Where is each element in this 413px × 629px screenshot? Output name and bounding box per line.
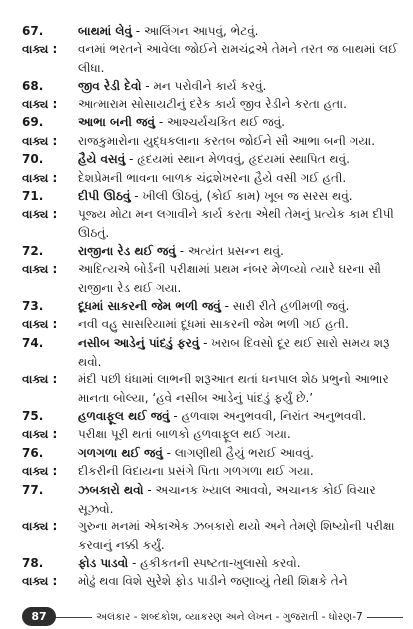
example-sentence	[22, 315, 399, 334]
page-footer	[0, 606, 413, 629]
entry-number: 70.	[22, 152, 44, 166]
separator: -	[143, 483, 156, 497]
entry-content	[78, 297, 399, 316]
entry-content	[78, 260, 399, 298]
idiom-meaning: આશ્ચર્યચકિત થઈ જવું.	[166, 115, 285, 129]
idiom-meaning: હળવાશ અનુભવવી, નિરાંત અનુભવવી.	[181, 409, 367, 423]
entry-content	[78, 113, 399, 132]
sentence-label: વાક્ય :	[22, 464, 58, 478]
sentence-text: મોઢું થવા વિશે સુરેશે ફોડ પાડીને જણાવ્યું તેથી શિક્ષકે તેને	[78, 574, 348, 588]
entry-content	[78, 150, 399, 169]
idiom-term: નસીબ આડેનું પાંદડું ફરવું	[78, 336, 200, 350]
idiom-entry	[22, 407, 399, 426]
sentence-text: નવી વહુ સાસરિયામાં દૂધમાં સાકરની જેમ ભળી ગઈ હતી.	[78, 317, 349, 331]
example-sentence	[22, 95, 399, 114]
entry-content	[78, 40, 399, 78]
example-sentence	[22, 132, 399, 151]
separator: -	[199, 336, 212, 350]
sentence-label: વાક્ય :	[22, 171, 58, 185]
example-sentence	[22, 572, 399, 591]
entry-number: 69.	[22, 115, 44, 129]
idiom-entry	[22, 77, 399, 96]
separator: -	[155, 115, 167, 129]
idiom-meaning: આલિંગન આપવું, ભેટવું.	[143, 24, 259, 38]
idiom-term: આભા બની જવું	[78, 115, 155, 129]
example-sentence	[22, 370, 399, 408]
entry-content	[78, 481, 399, 519]
sentence-text: આત્મારામ સોસાયટીનું દરેક કાર્ય જીવ રેડીને કરતા હતા.	[78, 97, 347, 111]
idiom-term: ફોડ પાડવો	[78, 556, 129, 570]
sentence-label: વાક્ય :	[22, 519, 58, 533]
example-sentence	[22, 40, 399, 78]
sentence-label: વાક્ય :	[22, 42, 58, 56]
entry-number: 73.	[22, 299, 44, 313]
entry-content	[78, 334, 399, 372]
idiom-term: ઝબકારો થવો	[78, 483, 144, 497]
separator: -	[130, 189, 143, 203]
page-number: 87	[22, 607, 56, 626]
entry-content	[78, 242, 399, 261]
idiom-entry	[22, 334, 399, 372]
entry-content	[78, 205, 399, 243]
separator: -	[220, 299, 233, 313]
idiom-entry	[22, 554, 399, 573]
separator: -	[162, 446, 175, 460]
idiom-entry	[22, 297, 399, 316]
idiom-entry	[22, 481, 399, 519]
entry-content	[78, 169, 399, 188]
idiom-meaning: અચાનક ખ્યાલ આવવો, અચાનક કોઈ વિચાર સૂઝવો.	[78, 483, 376, 516]
sentence-text: આદિત્યએ બોર્ડની પરીક્ષામાં પ્રથમ નંબર મેળવ્યો ત્યારે ઘરના સૌ રાજીના રેડ થઈ ગયા.	[78, 262, 382, 295]
idiom-entry	[22, 22, 399, 41]
separator: -	[128, 556, 141, 570]
sentence-text: પરીક્ષા પૂરી થતાં બાળકો હળવાફૂલ થઈ ગયા.	[78, 427, 291, 441]
idiom-meaning: હૃદયમાં સ્થાન મેળવવું, હૃદયમાં સ્થાપિત થવું.	[137, 152, 350, 166]
sentence-text: વનમાં ભરતને આવેલા જોઈને રામચંદ્રએ તેમને તરત જ બાથમાં લઈ લીધા.	[78, 42, 398, 75]
sentence-label: વાક્ય :	[22, 372, 58, 386]
example-sentence	[22, 169, 399, 188]
idiom-term: ગળગળા થઈ જવું	[78, 446, 163, 460]
entry-content	[78, 315, 399, 334]
entry-content	[78, 572, 399, 591]
sentence-text: મંદી પછી ધંધામાં લાભની શરૂઆત થતાં ધનપાલ શેઠ પ્રભુનો આભાર માનતા બોલ્યા, ‘હવે નસીબ આડેનું પાંદડું ફર્યું છે.’	[78, 372, 389, 405]
sentence-label: વાક્ય :	[22, 317, 58, 331]
idiom-term: દીપી ઊઠવું	[78, 189, 131, 203]
entry-number: 78.	[22, 556, 44, 570]
idiom-entry	[22, 150, 399, 169]
separator: -	[131, 24, 144, 38]
sentence-label: વાક્ય :	[22, 262, 58, 276]
separator: -	[141, 79, 154, 93]
sentence-text: રાજકુમારોના યુદ્ધકલાના કરતબ જોઈને સૌ આભા બની ગયા.	[78, 134, 376, 148]
sentence-label: વાક્ય :	[22, 134, 58, 148]
entry-content	[78, 425, 399, 444]
separator: -	[169, 409, 182, 423]
idiom-entry	[22, 113, 399, 132]
entry-number: 72.	[22, 244, 44, 258]
sentence-text: પૂજ્ય મોટા મન લગાવીને કાર્ય કરતા એથી તેમનું પ્રત્યેક કામ દીપી ઊઠતું.	[78, 207, 394, 240]
entry-content	[78, 407, 399, 426]
separator: -	[125, 152, 138, 166]
sentence-label: વાક્ય :	[22, 427, 58, 441]
idiom-term: જીવ રેડી દેવો	[78, 79, 142, 93]
idiom-entry	[22, 242, 399, 261]
separator: -	[175, 244, 188, 258]
entry-content	[78, 22, 399, 41]
sentence-text: ગુરુના મનમાં એકાએક ઝબકારો થયો અને તેમણે શિષ્યોની પરીક્ષા કરવાનું નક્કી કર્યું.	[78, 519, 395, 552]
idiom-term: હળવાફૂલ થઈ જવું	[78, 409, 170, 423]
example-sentence	[22, 517, 399, 555]
footer-title: અલંકાર - શબ્દકોશ, વ્યાકરણ અને લેખન - ગુજરાતી - ધોરણ-7	[92, 609, 367, 625]
entry-number: 71.	[22, 189, 44, 203]
sentence-label: વાક્ય :	[22, 207, 58, 221]
example-sentence	[22, 205, 399, 243]
sentence-label: વાક્ય :	[22, 97, 58, 111]
entry-number: 76.	[22, 446, 44, 460]
example-sentence	[22, 260, 399, 298]
entry-content	[78, 554, 399, 573]
entry-content	[78, 462, 399, 481]
idiom-meaning: મન પરોવીને કાર્ય કરવું.	[153, 79, 267, 93]
entry-content	[78, 132, 399, 151]
entry-number: 67.	[22, 24, 44, 38]
example-sentence	[22, 462, 399, 481]
entry-number: 75.	[22, 409, 44, 423]
idiom-meaning: હકીકતની સ્પષ્ટતા-ખુલાસો કરવો.	[140, 556, 301, 570]
example-sentence	[22, 425, 399, 444]
sentence-label: વાક્ય :	[22, 574, 58, 588]
sentence-text: દીકરીની વિદાયના પ્રસંગે પિતા ગળગળા થઈ ગયા.	[78, 464, 314, 478]
idiom-meaning: લાગણીથી હૈયું ભરાઈ આવવું.	[174, 446, 314, 460]
entry-number: 77.	[22, 483, 44, 497]
idiom-meaning: ખીલી ઊઠવું, (કોઈ કામ) ખૂબ જ સરસ થવું.	[142, 189, 353, 203]
idiom-term: રાજીના રેડ થઈ જવું	[78, 244, 176, 258]
entry-content	[78, 95, 399, 114]
idiom-meaning: અત્યંત પ્રસન્ન થવું.	[187, 244, 284, 258]
entry-content	[78, 444, 399, 463]
entry-content	[78, 77, 399, 96]
entry-number: 68.	[22, 79, 44, 93]
sentence-text: દેશપ્રેમની ભાવના બાળક ચંદ્રશેખરના હૈયે વસી ગઈ હતી.	[78, 171, 347, 185]
entry-content	[78, 517, 399, 555]
idiom-meaning: સારી રીતે હળીમળી જવું.	[232, 299, 350, 313]
entry-content	[78, 370, 399, 408]
entry-number: 74.	[22, 336, 44, 350]
idiom-term: દૂધમાં સાકરની જેમ ભળી જવું	[78, 299, 221, 313]
idiom-entry	[22, 187, 399, 206]
idiom-term: હૈયે વસવું	[78, 152, 126, 166]
entry-content	[78, 187, 399, 206]
idiom-term: બાથમાં લેવું	[78, 24, 132, 38]
idiom-meaning: ખરાબ દિવસો દૂર થઈ સારો સમય શરૂ થવો.	[78, 336, 390, 369]
idiom-entry	[22, 444, 399, 463]
